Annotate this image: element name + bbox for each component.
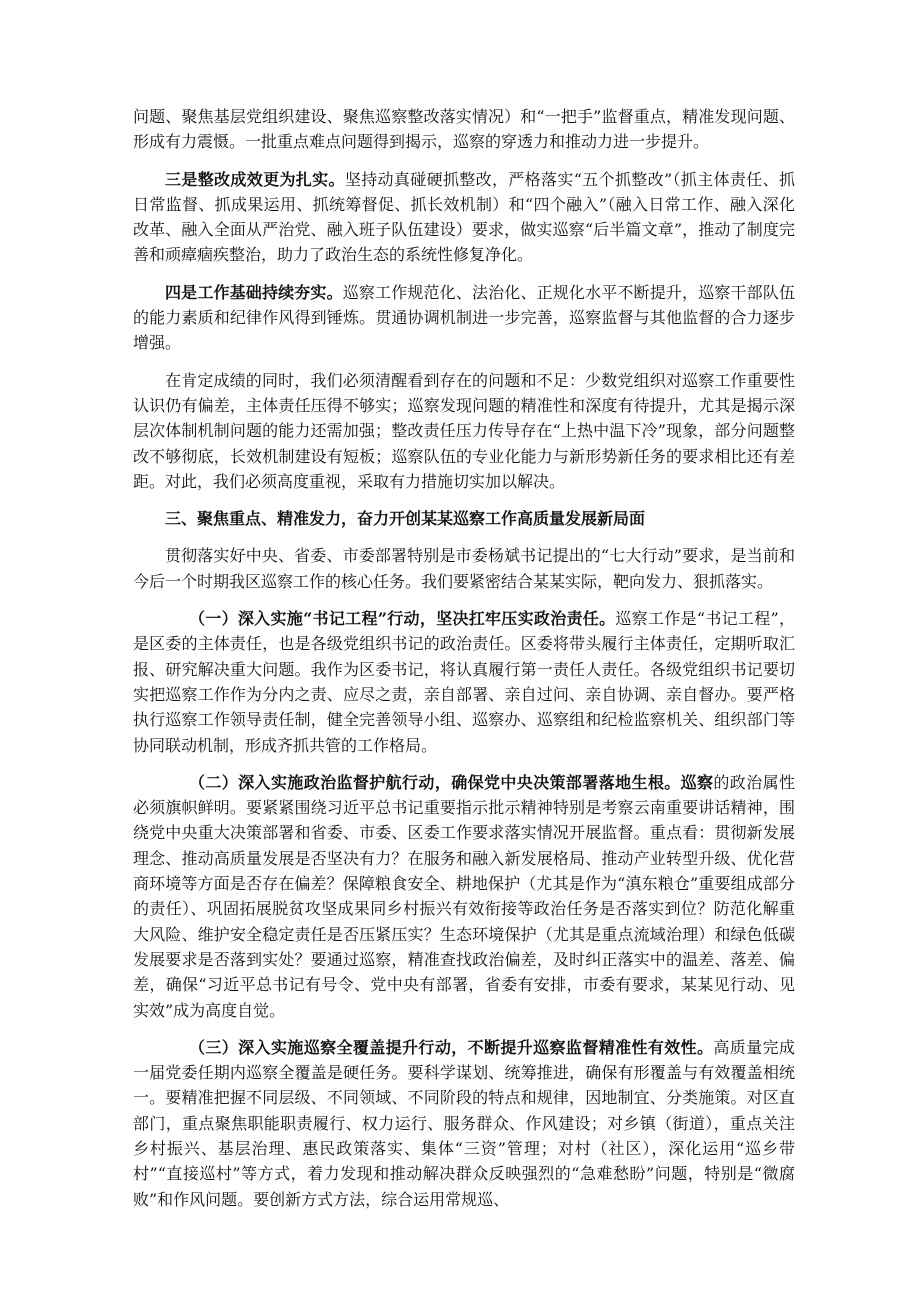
- subsection-lead: （二）深入实施政治监督护航行动，确保党中央决策部署落地生根。巡察: [189, 772, 714, 792]
- paragraph-body: 巡察工作规范化、法治化、正规化水平不断提升，巡察干部队伍的能力素质和纪律作风得到锤炼。贯通协调机制进一步完善，巡察监督与其他监督的合力逐步增强。: [133, 282, 795, 353]
- subsection-secretary-project: [133, 606, 795, 758]
- paragraph-rectification-results: [133, 167, 795, 268]
- paragraph-lead: 三是整改成效更为扎实。: [165, 169, 345, 189]
- section-heading: 三、聚焦重点、精准发力，奋力开创某某巡察工作高质量发展新局面: [165, 509, 646, 529]
- subsection-body: 的政治属性必须旗帜鲜明。要紧紧围绕习近平总书记重要指示批示精神特别是考察云南重要讲话精神，围绕党中央重大决策部署和省委、市委、区委工作要求落实情况开展监督。重点看：贯彻新发展理念、推动高质量发展是否坚决有力？在服务和融入新发展格局、推动产业转型升级、优化营商环境等方面是否存在偏差？保障粮食安全、耕地保护（尤其是作为“滇东粮仓”重要组成部分的责任）、巩固拓展脱贫攻坚成果同乡村振兴有效衔接等政治任务是否落实到位？防范化解重大风险、维护安全稳定责任是否压紧压实？生态环境保护（尤其是重点流域治理）和绿色低碳发展要求是否落到实处？要通过巡察，精准查找政治偏差，及时纠正落实中的温差、落差、偏差，确保“习近平总书记有号令、党中央有部署，省委有安排，市委有要求，某某见行动、见实效”成为高度自觉。: [133, 772, 795, 1020]
- paragraph-work-foundation: [133, 280, 795, 356]
- paragraph-lead: 四是工作基础持续夯实。: [165, 282, 343, 302]
- paragraph-continuation: [133, 104, 795, 155]
- document-page: [133, 104, 795, 1224]
- paragraph-body: 坚持动真碰硬抓整改，严格落实“五个抓整改”（抓主体责任、抓日常监督、抓成果运用、抓统筹督促、抓长效机制）和“四个融入”（融入日常工作、融入深化改革、融入全面从严治党、融入班子队伍建设）要求，做实巡察“后半篇文章”，推动了制度完善和顽瘴痼疾整治，助力了政治生态的系统性修复净化。: [133, 169, 795, 265]
- paragraph-body: 贯彻落实好中央、省委、市委部署特别是市委杨斌书记提出的“七大行动”要求，是当前和今后一个时期我区巡察工作的核心任务。我们要紧密结合某某实际，靶向发力、狠抓落实。: [133, 546, 795, 591]
- subsection-body: 巡察工作是“书记工程”，是区委的主体责任，也是各级党组织书记的政治责任。区委将带头履行主体责任，定期听取汇报、研究解决重大问题。我作为区委书记，将认真履行第一责任人责任。各级党组织书记要切实把巡察工作作为分内之责、应尽之责，亲自部署、亲自过问、亲自协调、亲自督办。要严格执行巡察工作领导责任制，健全完善领导小组、巡察办、巡察组和纪检监察机关、组织部门等协同联动机制，形成齐抓共管的工作格局。: [133, 609, 795, 755]
- paragraph-body: 问题、聚焦基层党组织建设、聚焦巡察整改落实情况）和“一把手”监督重点，精准发现问题、形成有力震慑。一批重点难点问题得到揭示，巡察的穿透力和推动力进一步提升。: [133, 107, 795, 152]
- subsection-political-supervision: [133, 770, 795, 1023]
- subsection-full-coverage: [133, 1035, 795, 1212]
- subsection-lead: （三）深入实施巡察全覆盖提升行动，不断提升巡察监督精准性有效性。: [189, 1037, 714, 1057]
- paragraph-body: 在肯定成绩的同时，我们必须清醒看到存在的问题和不足：少数党组织对巡察工作重要性认识仍有偏差，主体责任压得不够实；巡察发现问题的精准性和深度有待提升，尤其是揭示深层次体制机制问题的能力还需加强；整改责任压力传导存在“上热中温下冷”现象，部分问题整改不够彻底，长效机制建设有短板；巡察队伍的专业化能力与新形势新任务的要求相比还有差距。对此，我们必须高度重视，采取有力措施切实加以解决。: [133, 370, 795, 491]
- subsection-lead: （一）深入实施“书记工程”行动，坚决扛牢压实政治责任。: [189, 609, 616, 629]
- subsection-body: 高质量完成一届党委任期内巡察全覆盖是硬任务。要科学谋划、统筹推进，确保有形覆盖与有效覆盖相统一。要精准把握不同层级、不同领域、不同阶段的特点和规律，因地制宜、分类施策。对区直部门，重点聚焦职能职责履行、权力运行、服务群众、作风建设；对乡镇（街道），重点关注乡村振兴、基层治理、惠民政策落实、集体“三资”管理；对村（社区），深化运用“巡乡带村”“直接巡村”等方式，着力发现和推动解决群众反映强烈的“急难愁盼”问题，特别是“微腐败”和作风问题。要创新方式方法，综合运用常规巡、: [133, 1037, 795, 1209]
- paragraph-problems: [133, 368, 795, 494]
- paragraph-intro: [133, 543, 795, 594]
